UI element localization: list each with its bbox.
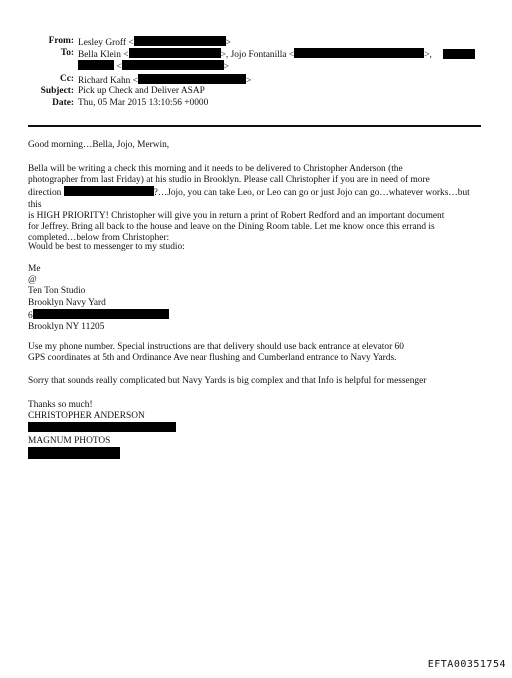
redaction-block	[78, 60, 114, 70]
address-line: Brooklyn NY 11205	[28, 322, 105, 333]
address-line: @	[28, 275, 37, 286]
address-block	[28, 264, 483, 333]
redaction-block	[443, 49, 475, 59]
paragraph-2	[28, 242, 483, 253]
redaction-block	[64, 186, 154, 196]
date-label: Date:	[52, 98, 74, 108]
bracket: >	[245, 76, 252, 86]
bracket: <	[116, 62, 122, 72]
redaction-block	[294, 48, 424, 58]
subject-label: Subject:	[40, 86, 74, 96]
redaction-block	[134, 36, 226, 46]
body-line: photographer from last Friday) at his studio in Brooklyn. Please call Christopher if you are in need of more	[28, 175, 430, 186]
from-value: Lesley Groff <	[78, 38, 134, 48]
redaction-block	[33, 309, 169, 319]
to-recipient-2: >, Jojo Fontanilla <	[220, 50, 295, 60]
address-line: Ten Ton Studio	[28, 286, 86, 297]
body-line: Bella will be writing a check this morning and it needs to be delivered to Christopher Anderson (the	[28, 164, 403, 174]
body-line: Use my phone number. Special instructions are that delivery should use back entrance at elevator 60	[28, 342, 404, 352]
greeting: Good morning…Bella, Jojo, Merwin,	[28, 140, 170, 150]
bracket: >	[225, 38, 231, 48]
email-body	[28, 140, 483, 151]
thanks-line: Thanks so much!	[28, 400, 93, 410]
body-line: for Jeffrey. Bring all back to the house and leave on the Dining Room table. Let me know once this errand is	[28, 222, 435, 233]
signature-name: CHRISTOPHER ANDERSON	[28, 411, 145, 422]
body-line: completed…below from Christopher:	[28, 233, 170, 244]
to-recipient-1: Bella Klein <	[78, 50, 129, 60]
paragraph-4	[28, 376, 483, 387]
signature-block	[28, 400, 483, 462]
to-label: To:	[60, 48, 74, 58]
redaction-block	[138, 74, 246, 84]
subject-value: Pick up Check and Deliver ASAP	[78, 86, 205, 96]
header-divider	[28, 125, 481, 127]
from-label: From:	[48, 36, 74, 46]
date-value: Thu, 05 Mar 2015 13:10:56 +0000	[78, 98, 209, 108]
document-id: EFTA00351754	[427, 659, 506, 670]
redaction-block	[129, 48, 221, 58]
body-line: Would be best to messenger to my studio:	[28, 242, 185, 252]
body-line: GPS coordinates at 5th and Ordinance Ave near flushing and Cumberland entrance to Navy Yards.	[28, 353, 397, 364]
body-line: Sorry that sounds really complicated but Navy Yards is big complex and that Info is helpful for messenger	[28, 376, 427, 386]
to-separator: >,	[424, 50, 432, 60]
address-line: Brooklyn Navy Yard	[28, 297, 106, 308]
body-line: direction ?…Jojo, you can take Leo, or Leo can go or just Jojo can go…whatever works…but this	[28, 188, 470, 210]
redaction-block	[28, 422, 176, 432]
address-line: Me	[28, 264, 41, 274]
paragraph-3	[28, 342, 483, 364]
bracket: >	[223, 62, 229, 72]
paragraph-1	[28, 164, 483, 244]
signature-org: MAGNUM PHOTOS	[28, 435, 111, 446]
cc-value: Richard Kahn <	[78, 76, 138, 86]
body-line: is HIGH PRIORITY! Christopher will give you in return a print of Robert Redford and an important document	[28, 210, 445, 221]
redaction-block	[122, 60, 224, 70]
address-line: 6	[28, 309, 483, 322]
cc-label: Cc:	[59, 74, 74, 84]
redaction-block	[28, 447, 120, 459]
